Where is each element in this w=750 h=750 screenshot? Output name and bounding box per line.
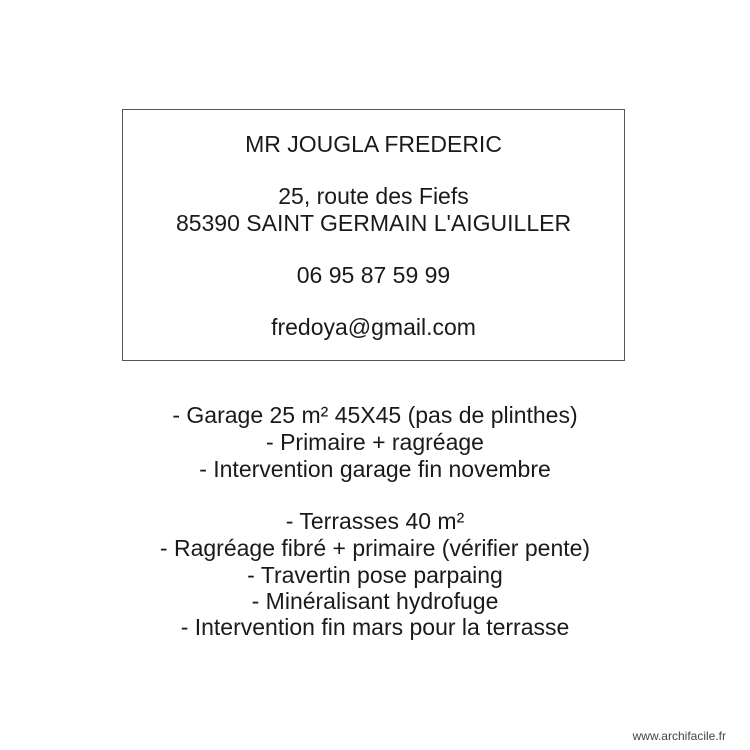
note-garage-item: - Intervention garage fin novembre <box>199 456 551 482</box>
contact-address-line1: 25, route des Fiefs <box>278 183 469 209</box>
contact-phone: 06 95 87 59 99 <box>296 262 451 288</box>
note-terrasse-item: - Terrasses 40 m² <box>285 508 465 534</box>
note-terrasse-item: - Minéralisant hydrofuge <box>251 588 499 614</box>
note-garage-item: - Primaire + ragréage <box>266 429 484 455</box>
contact-email: fredoya@gmail.com <box>271 314 476 340</box>
contact-name: MR JOUGLA FREDERIC <box>245 131 502 157</box>
contact-address-line2: 85390 SAINT GERMAIN L'AIGUILLER <box>175 210 572 236</box>
watermark: www.archifacile.fr <box>632 729 726 743</box>
note-garage-item: - Garage 25 m² 45X45 (pas de plinthes) <box>172 402 578 428</box>
note-terrasse-item: - Travertin pose parpaing <box>247 562 503 588</box>
note-terrasse-item: - Intervention fin mars pour la terrasse <box>180 614 570 640</box>
note-terrasse-item: - Ragréage fibré + primaire (vérifier pente) <box>159 535 591 561</box>
